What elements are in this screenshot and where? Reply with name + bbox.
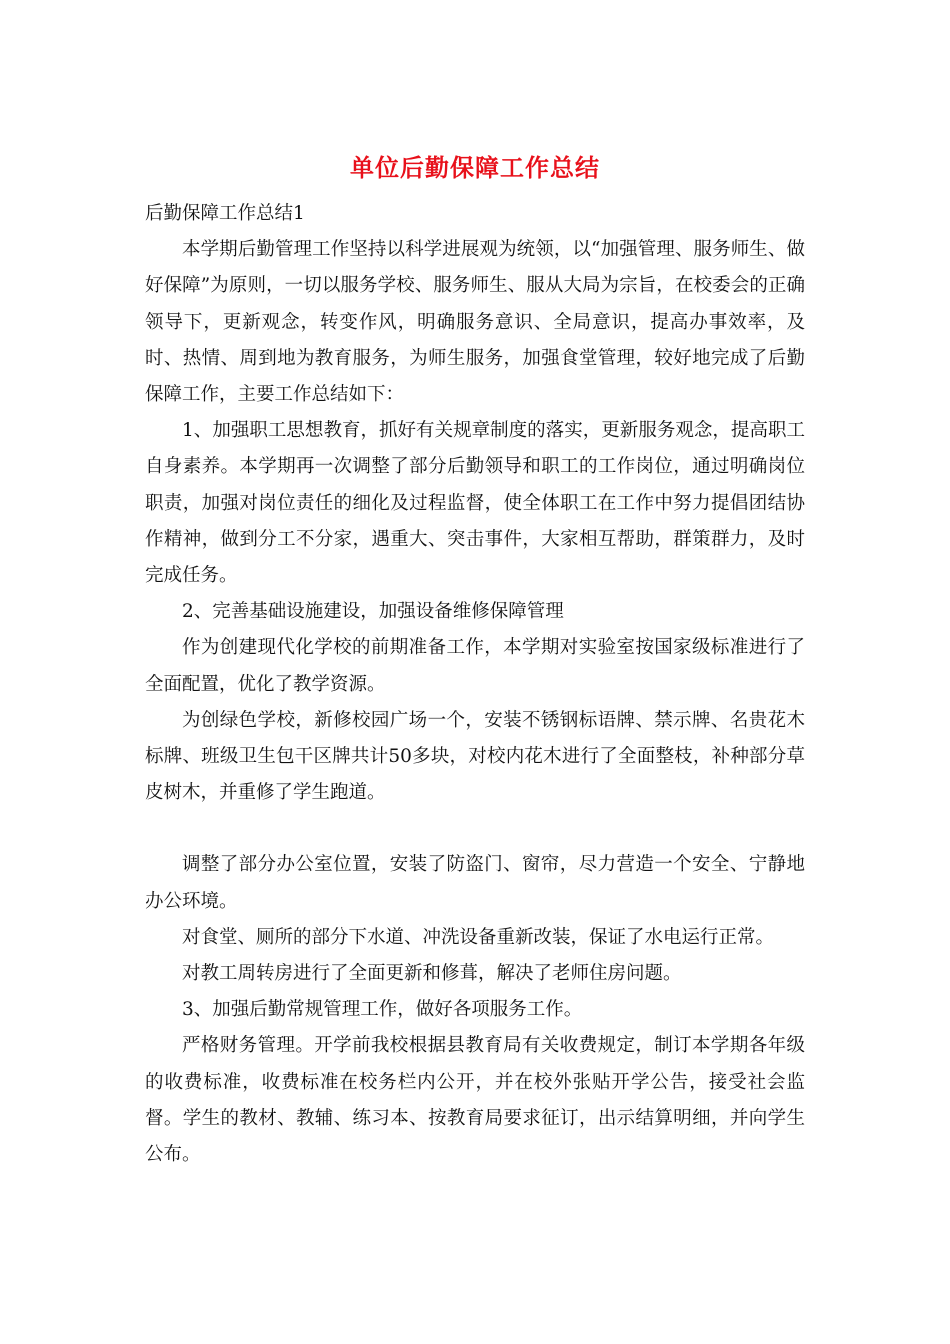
paragraph-item-1: 1、加强职工思想教育，抓好有关规章制度的落实，更新服务观念，提高职工自身素养。本学期再一次调整了部分后勤领导和职工的工作岗位，通过明确岗位职责，加强对岗位责任的细化及过程监督，使全体职工在工作中努力提倡团结协作精神，做到分工不分家，遇重大、突击事件，大家相互帮助，群策群力，及时完成任务。 [145,420,805,587]
document-body [145,196,805,1173]
paragraph-green-school: 为创绿色学校，新修校园广场一个，安装不锈钢标语牌、禁示牌、名贵花木标牌、班级卫生包干区牌共计50多块，对校内花木进行了全面整枝，补种部分草皮树木，并重修了学生跑道。 [145,709,805,804]
document-title: 单位后勤保障工作总结 [350,154,600,182]
section-heading: 后勤保障工作总结1 [145,203,305,224]
paragraph-finance: 严格财务管理。开学前我校根据县教育局有关收费规定，制订本学期各年级的收费标准，收费标准在校务栏内公开，并在校外张贴开学公告，接受社会监督。学生的教材、教辅、练习本、按教育局要求征订，出示结算明细，并向学生公布。 [145,1035,805,1166]
blank-line [145,811,805,847]
paragraph-housing: 对教工周转房进行了全面更新和修葺，解决了老师住房问题。 [182,963,682,985]
paragraph-lab-config: 作为创建现代化学校的前期准备工作，本学期对实验室按国家级标准进行了全面配置，优化了教学资源。 [145,637,805,695]
paragraph-intro: 本学期后勤管理工作坚持以科学进展观为统领，以“加强管理、服务师生、做好保障”为原则，一切以服务学校、服务师生、服从大局为宗旨，在校委会的正确领导下，更新观念，转变作风，明确服务意识、全局意识，提高办事效率，及时、热情、周到地为教育服务，为师生服务，加强食堂管理，较好地完成了后勤保障工作，主要工作总结如下： [145,239,805,406]
paragraph-item-2-heading: 2、完善基础设施建设，加强设备维修保障管理 [182,601,564,623]
paragraph-item-3-heading: 3、加强后勤常规管理工作，做好各项服务工作。 [182,999,583,1021]
paragraph-canteen: 对食堂、厕所的部分下水道、冲洗设备重新改装，保证了水电运行正常。 [182,926,775,948]
paragraph-office: 调整了部分办公室位置，安装了防盗门、窗帘，尽力营造一个安全、宁静地办公环境。 [145,854,805,912]
